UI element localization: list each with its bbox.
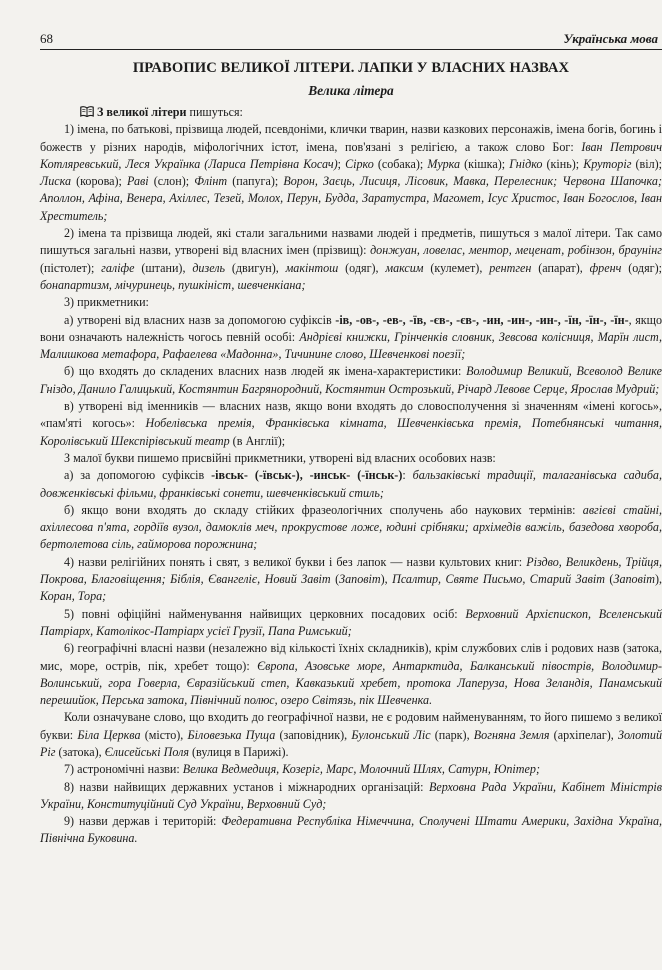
text-segment: 9) назви держав і територій:	[64, 814, 222, 829]
text-segment: Нобелівська премія, Франківська кімната, Шевченківська премія, Потебнянські читання, Королівський Шекспірівський театр	[40, 416, 662, 448]
text-segment: Заповіт	[613, 572, 655, 587]
book-title: Українська мова	[563, 31, 658, 46]
text-segment: ;	[337, 156, 346, 171]
text-segment: -івськ- (-ївськ-), -инськ- (-їнськ-)	[211, 468, 403, 483]
text-segment: Різдво, Великдень, Трійця, Покрова, Благовіщення; Біблія, Євангеліє, Новий Завіт	[40, 554, 662, 587]
text-segment: бальзаківські традиції, талаганівська садиба, довженківські фільми, франківські сонети, шевченківський стиль;	[40, 468, 662, 500]
text-segment: Європа, Азовське море, Антарктида, Балканський півострів, Володимир-Волинський, гора Говерла, Євразійський степ, Кавказький хребет, протока Лаперуза, Нова Зеландія, Панамський перешийок, Перська затока, Північний полюс, озеро Світязь, пік Шевченка.	[40, 658, 662, 708]
text-segment: в) утворені від іменників — власних назв, якщо вони входять до словосполучення зі значенням «імені когось», «пам'яті когось»:	[40, 399, 662, 431]
text-segment: (одяг);	[621, 260, 662, 275]
rule-paragraph-i3a	[40, 312, 662, 364]
text-segment: ),	[654, 572, 662, 587]
text-segment: Заповіт	[339, 572, 381, 587]
text-segment: авгієві стайні, ахіллесова п'ята, гордіїв вузол, дамоклів меч, прокрустове ложе, юдині срібняки; архімедів важіль, базедова хвороба, бертолетова сіль, гайморова порожнина;	[40, 502, 662, 552]
text-segment: бонапартизм, мічуринець, пушкініст, шевченкіана;	[40, 277, 306, 292]
rule-paragraph-i5	[40, 606, 662, 641]
text-segment: (кінь);	[542, 156, 584, 171]
text-segment: 8) назви найвищих державних установ і міжнародних організацій:	[64, 779, 429, 794]
text-segment: (слон);	[148, 174, 195, 189]
text-segment: Велика Ведмедиця, Козеріг, Марс, Молочний Шлях, Сатурн, Юпітер;	[182, 762, 540, 777]
text-segment: (	[330, 572, 340, 587]
text-segment: (вулиця в Парижі).	[189, 744, 289, 759]
text-segment: рентген	[489, 260, 532, 275]
text-segment: б) що входять до складених власних назв людей як імена-характеристики:	[64, 364, 467, 379]
text-segment: 4) назви релігійних понять і свят, з великої букви і без лапок — назви культових книг:	[64, 554, 527, 569]
text-segment: ),	[380, 572, 393, 587]
text-segment: (архіпелаг),	[549, 727, 618, 742]
rules-list	[40, 121, 662, 847]
text-segment: донжуан, ловелас, ментор, меценат, робінзон, браунінг	[370, 243, 662, 258]
text-segment: Коли означуване слово, що входить до географічної назви, не є родовим найменуванням, то його пишемо з великої букви:	[40, 710, 662, 742]
text-segment: Лиска	[40, 174, 72, 189]
rule-paragraph-i1	[40, 121, 662, 225]
rule-paragraph-i3m	[40, 450, 662, 467]
book-icon	[80, 106, 94, 117]
text-segment: Ворон, Заєць, Лисиця, Лісовик, Мавка, Перелесник; Червона Шапочка; Аполлон, Афіна, Венера, Ахіллес, Тезей, Молох, Перун, Будда, Заратустра, Магомет, Ісус Христос, Іван Богослов, Іван Хреститель;	[40, 174, 662, 223]
rule-paragraph-i4	[40, 554, 662, 606]
rule-paragraph-i8	[40, 779, 662, 814]
text-segment: (парк),	[430, 727, 474, 742]
text-segment: (апарат),	[531, 260, 590, 275]
text-segment: 5) повні офіційні найменування найвищих церковних посадових осіб:	[64, 606, 466, 621]
text-segment: (штани),	[134, 260, 193, 275]
text-segment: (корова);	[71, 174, 128, 189]
rule-paragraph-i2	[40, 225, 662, 294]
text-segment: Верховна Рада України, Кабінет Міністрів України, Конституційний Суд України, Верховний Суд;	[40, 779, 662, 811]
text-segment: (	[604, 572, 614, 587]
text-segment: Золотий Ріг	[40, 727, 662, 759]
text-segment: а) за допомогою суфіксів	[64, 468, 212, 483]
rule-paragraph-i6n	[40, 709, 662, 761]
text-segment: Вогняна Земля	[473, 727, 550, 742]
rule-paragraph-mb	[40, 502, 662, 554]
text-segment: (одяг),	[338, 260, 386, 275]
text-segment: :	[402, 468, 413, 483]
text-segment: (віл);	[631, 156, 662, 171]
text-segment: Коран, Тора;	[40, 589, 107, 604]
text-segment: Андрієві книжки, Грінченків словник, Зевсова колісниця, Марїн лист, Малишкова метафора, Рафаелева «Мадонна», Тичинине слово, Шевченкові поезії;	[40, 329, 662, 362]
page-content	[40, 58, 662, 848]
running-header	[40, 27, 662, 50]
text-segment: (двигун),	[225, 260, 286, 275]
text-segment: максим	[385, 260, 424, 275]
text-segment: Круторіг	[583, 156, 632, 171]
text-segment: (папуга);	[227, 174, 284, 189]
text-segment: Федеративна Республіка Німеччина, Сполучені Штати Америки, Західна Україна, Північна Буковина.	[40, 814, 662, 846]
page-number: 68	[40, 31, 53, 46]
text-segment: 1) імена, по батькові, прізвища людей, псевдоніми, клички тварин, назви казкових персонажів, імена богів, богинь і божеств у різних народів, міфологічних істот, імена, пов'язані з релігією, а також слово Бог:	[40, 122, 662, 154]
text-segment: Булонський Ліс	[351, 727, 431, 742]
rule-paragraph-i6	[40, 640, 662, 709]
text-segment: (кулемет),	[423, 260, 490, 275]
text-segment: макінтош	[285, 260, 339, 275]
section-subtitle: Велика літера	[308, 83, 394, 98]
text-segment: дизель	[192, 260, 226, 275]
text-segment: Мурка	[427, 156, 461, 171]
text-segment: а) утворені від власних назв за допомогою суфіксів	[64, 312, 336, 327]
text-segment: (затока),	[55, 744, 105, 759]
text-segment: Гнідко	[509, 156, 543, 171]
text-segment: Володимир Великий, Всеволод Велике Гніздо, Данило Галицький, Костянтин Багрянородний, Костянтин Острозький, Річард Левове Серце, Ярослав Мудрий;	[40, 364, 662, 396]
intro-rest: пишуться:	[186, 105, 243, 119]
rule-paragraph-i3	[40, 294, 662, 311]
text-segment: -ів, -ов-, -ев-, -їв, -єв-, -єв-, -ин, -ин-, -ин-, -їн, -їн-, -їн-	[335, 312, 629, 327]
text-segment: Іван Петрович Котляревський, Леся Українка (Лариса Петрівна Косач)	[40, 139, 662, 171]
text-segment: 3) прикметники:	[64, 295, 149, 310]
text-segment: Флінт	[194, 174, 228, 189]
text-segment: (собака);	[373, 156, 428, 171]
text-segment: 7) астрономічні назви:	[64, 762, 183, 777]
text-segment: френч	[589, 260, 622, 275]
text-segment: Псалтир, Святе Письмо, Старий Завіт	[392, 572, 605, 587]
text-segment: Біловезька Пуща	[187, 727, 276, 742]
text-segment: Сірко	[345, 156, 374, 171]
text-segment: (кішка);	[460, 156, 510, 171]
text-segment: Біла Церква	[77, 727, 141, 742]
text-segment: 2) імена та прізвища людей, які стали загальними назвами людей і предметів, пишуться з малої літери. Так само пишуться загальні назви, утворені від власних імен (прізвищ):	[40, 226, 662, 258]
rule-paragraph-i9	[40, 813, 662, 848]
intro-bold: З великої літери	[97, 105, 187, 119]
text-segment: Раві	[127, 174, 149, 189]
text-segment: (місто),	[140, 727, 188, 742]
text-segment: галіфе	[101, 260, 135, 275]
text-segment: Єлисейські Поля	[104, 744, 189, 759]
rule-paragraph-ma	[40, 467, 662, 502]
text-segment: Верховний Архієпископ, Вселенський Патріарх, Католікос-Патріарх усієї Грузії, Папа Римський;	[40, 606, 662, 638]
text-segment: , якщо вони означають належність чогось певній особі:	[40, 312, 662, 344]
intro-paragraph	[40, 104, 662, 121]
text-segment: (в Англії);	[229, 433, 286, 448]
rule-paragraph-i7	[40, 761, 662, 778]
rule-paragraph-i3v	[40, 398, 662, 450]
text-segment: З малої букви пишемо присвійні прикметники, утворені від власних особових назв:	[64, 450, 496, 465]
text-segment: 6) географічні власні назви (незалежно від кількості їхніх складників), крім службових слів і родових назв (затока, мис, море, острів, пік, хребет тощо):	[40, 641, 662, 673]
rule-paragraph-i3b	[40, 363, 662, 398]
text-segment: (пістолет);	[40, 260, 102, 275]
text-segment: б) якщо вони входять до складу стійких фразеологічних сполучень або наукових термінів:	[64, 502, 583, 517]
section-title: ПРАВОПИС ВЕЛИКОЇ ЛІТЕРИ. ЛАПКИ У ВЛАСНИХ НАЗВАХ	[132, 60, 570, 76]
text-segment: (заповідник),	[275, 727, 352, 742]
